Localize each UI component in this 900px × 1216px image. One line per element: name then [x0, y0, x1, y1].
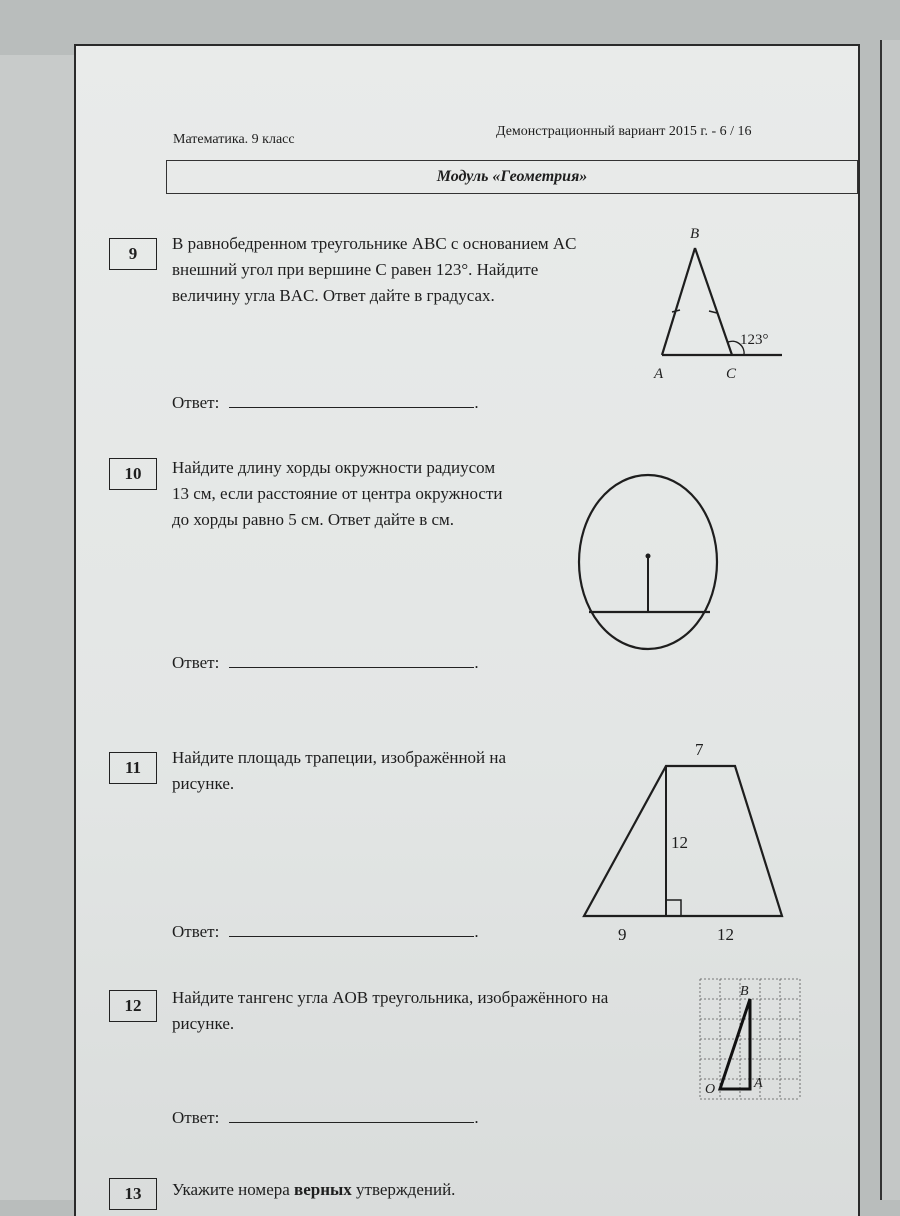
label-left-base: 9: [618, 925, 627, 944]
tick-mark: [672, 310, 680, 312]
circle-chord-figure: [570, 455, 740, 660]
question-13-text-after: утверждений.: [351, 1180, 456, 1199]
question-9-line-3: величину угла BAC. Ответ дайте в градусах.: [172, 286, 495, 305]
question-number-10: 10: [109, 458, 157, 490]
center-point: [646, 554, 651, 559]
label-c: C: [726, 366, 737, 382]
question-number-9: 9: [109, 238, 157, 270]
question-12-line-2: рисунке.: [172, 1014, 235, 1033]
question-number-13: 13: [109, 1178, 157, 1210]
answer-field-10[interactable]: Ответ: .: [172, 653, 479, 672]
header-subject: Математика. 9 класс: [173, 132, 295, 147]
answer-line[interactable]: [229, 653, 474, 668]
question-text-9: [172, 231, 577, 309]
question-number-11: 11: [109, 752, 157, 784]
answer-label: Ответ:: [172, 393, 220, 412]
side-bc: [695, 248, 732, 355]
label-height: 12: [671, 833, 688, 852]
answer-field-12[interactable]: Ответ: .: [172, 1108, 479, 1127]
question-text-12: [172, 985, 608, 1037]
label-a: A: [754, 1076, 763, 1091]
answer-line[interactable]: [229, 1108, 474, 1123]
answer-label: Ответ:: [172, 922, 220, 941]
background-page-left: [0, 55, 75, 1200]
question-13-text-before: Укажите номера: [172, 1180, 295, 1199]
answer-line[interactable]: [229, 393, 474, 408]
question-number-12: 12: [109, 990, 157, 1022]
answer-field-11[interactable]: Ответ: .: [172, 922, 479, 941]
question-13-text-bold: верных: [294, 1180, 352, 1199]
question-text-13: [172, 1180, 455, 1200]
trapezoid-figure: [575, 735, 795, 950]
label-top-base: 7: [695, 740, 704, 759]
question-text-11: [172, 745, 506, 797]
question-9-line-1: В равнобедренном треугольнике ABC с основанием AC: [172, 234, 577, 253]
answer-field-9[interactable]: Ответ: .: [172, 393, 479, 412]
label-right-base: 12: [717, 925, 734, 944]
side-ab: [662, 248, 695, 355]
label-o: O: [705, 1082, 716, 1097]
question-12-line-1: Найдите тангенс угла AOB треугольника, изображённого на: [172, 988, 609, 1007]
answer-label: Ответ:: [172, 1108, 220, 1127]
right-angle-mark: [666, 900, 681, 916]
grid-triangle-figure: [695, 975, 805, 1115]
answer-line[interactable]: [229, 922, 474, 937]
question-10-line-2: 13 см, если расстояние от центра окружности: [172, 484, 503, 503]
answer-label: Ответ:: [172, 653, 220, 672]
question-9-line-2: внешний угол при вершине C равен 123°. Найдите: [172, 260, 539, 279]
question-11-line-2: рисунке.: [172, 774, 235, 793]
question-11-line-1: Найдите площадь трапеции, изображённой на: [172, 748, 507, 767]
question-text-10: [172, 455, 503, 533]
triangle-aob: [720, 999, 750, 1089]
label-b: B: [690, 226, 700, 242]
question-10-line-3: до хорды равно 5 см. Ответ дайте в см.: [172, 510, 455, 529]
label-a: A: [654, 366, 664, 382]
background-page-right: [880, 40, 900, 1200]
triangle-abc-figure: [640, 218, 790, 388]
angle-label: 123°: [740, 332, 769, 348]
question-10-line-1: Найдите длину хорды окружности радиусом: [172, 458, 496, 477]
header-variant: Демонстрационный вариант 2015 г. - 6 / 16: [496, 124, 752, 139]
module-title: Модуль «Геометрия»: [166, 160, 858, 194]
label-b: B: [740, 984, 749, 999]
